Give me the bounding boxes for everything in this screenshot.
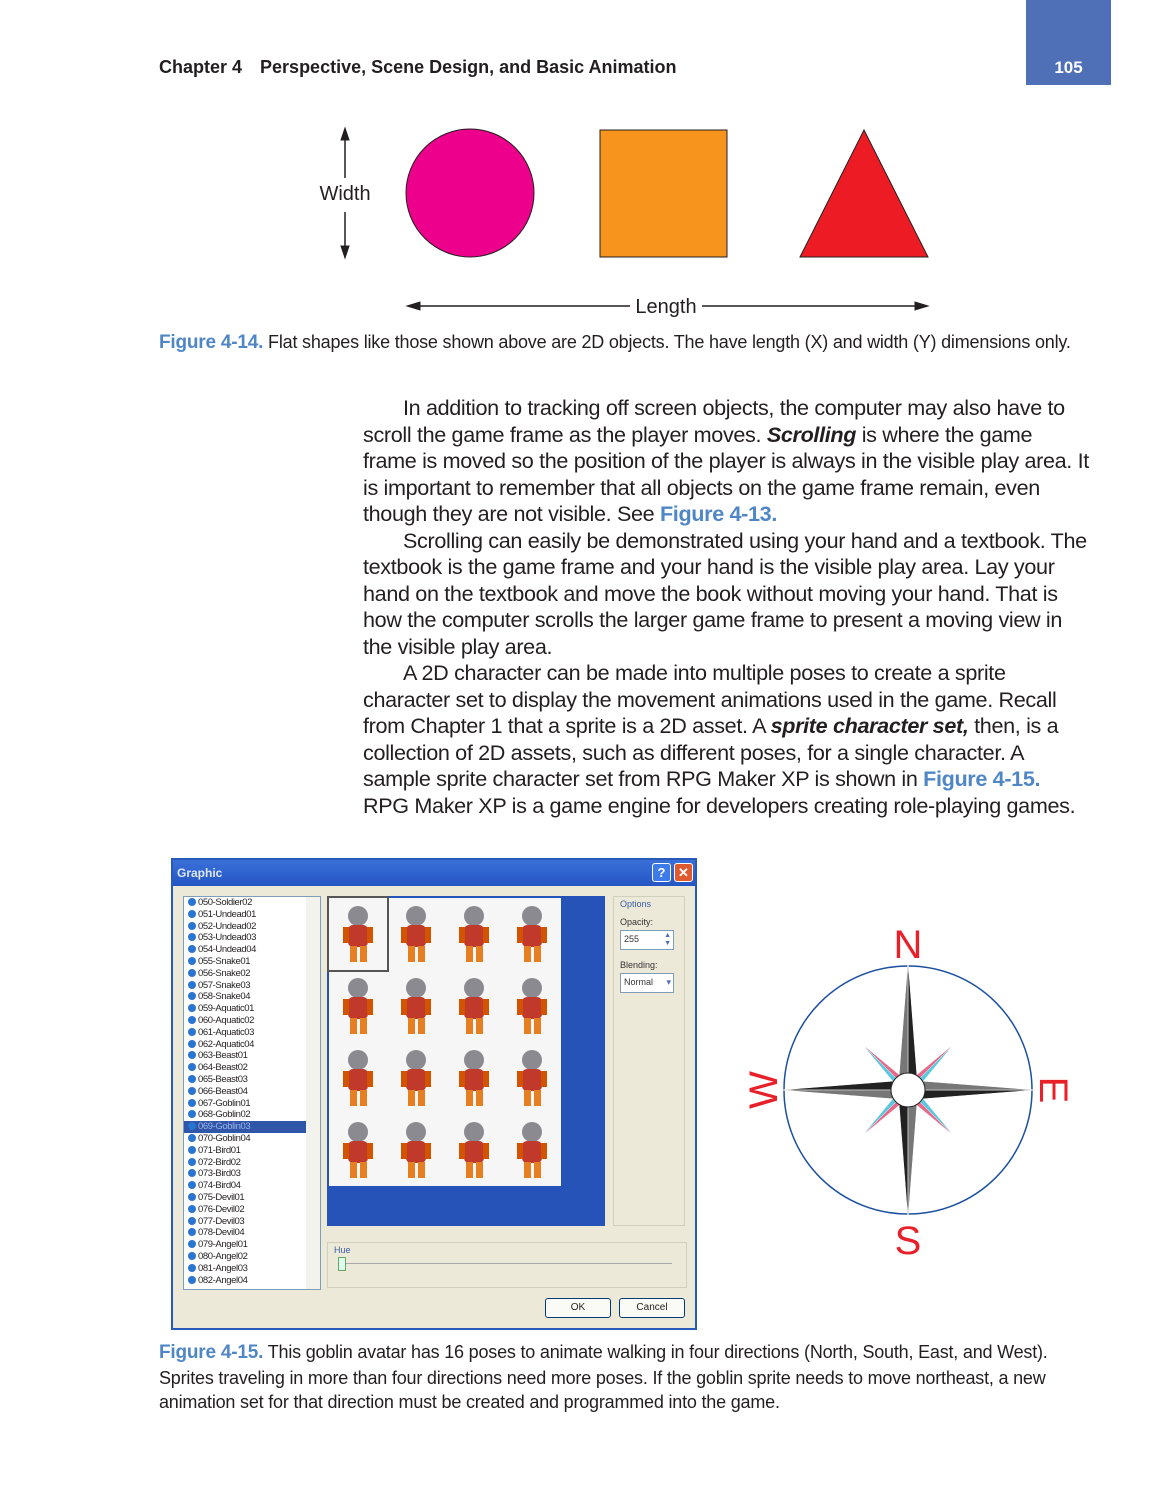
figure-4-15-caption: [159, 1340, 1059, 1415]
list-item[interactable]: 052-Undead02: [184, 921, 320, 933]
page-number: 105: [1026, 0, 1111, 85]
list-item[interactable]: 070-Goblin04: [184, 1133, 320, 1145]
list-item[interactable]: 076-Devil02: [184, 1204, 320, 1216]
list-item[interactable]: 062-Aquatic04: [184, 1039, 320, 1051]
file-icon: [188, 1217, 196, 1225]
file-icon: [188, 933, 196, 941]
file-icon: [188, 1040, 196, 1048]
goblin-sprite: [329, 1114, 387, 1186]
file-icon: [188, 1252, 196, 1260]
goblin-sprite: [445, 898, 503, 970]
file-icon: [188, 1146, 196, 1154]
list-item[interactable]: 057-Snake03: [184, 980, 320, 992]
west-label: W: [742, 1071, 786, 1109]
list-item[interactable]: 066-Beast04: [184, 1086, 320, 1098]
list-item[interactable]: 068-Goblin02: [184, 1109, 320, 1121]
chapter-title: Perspective, Scene Design, and Basic Animation: [260, 57, 677, 77]
blending-label: Blending:: [620, 960, 658, 970]
list-item[interactable]: 082-Angel04: [184, 1275, 320, 1287]
goblin-sprite: [387, 898, 445, 970]
caption-text: This goblin avatar has 16 poses to animate walking in four directions (North, South, East, and West). Sprites traveling in more than four directions need more poses. If the goblin sprite needs to move northeast, a new animation set for that direction must be created and programmed into the game.: [159, 1342, 1048, 1412]
goblin-sprite: [503, 898, 561, 970]
running-header: [159, 57, 677, 78]
file-icon: [188, 992, 196, 1000]
opacity-label: Opacity:: [620, 917, 654, 927]
body-text: [363, 395, 1091, 819]
cancel-button[interactable]: Cancel: [619, 1298, 685, 1318]
file-icon: [188, 1228, 196, 1236]
file-icon: [188, 1087, 196, 1095]
east-label: E: [1031, 1076, 1075, 1104]
blending-select[interactable]: Normal ▾: [620, 973, 674, 993]
file-icon: [188, 1276, 196, 1284]
goblin-sprite: [445, 970, 503, 1042]
list-scrollbar[interactable]: [306, 897, 320, 1289]
list-item[interactable]: 063-Beast01: [184, 1050, 320, 1062]
file-icon: [188, 922, 196, 930]
file-icon: [188, 1134, 196, 1142]
file-icon: [188, 910, 196, 918]
figure-number: Figure 4-15.: [159, 1342, 264, 1363]
help-button[interactable]: ?: [652, 863, 671, 882]
list-item[interactable]: 067-Goblin01: [184, 1098, 320, 1110]
options-label: Options: [620, 899, 652, 909]
list-item[interactable]: 060-Aquatic02: [184, 1015, 320, 1027]
list-item[interactable]: 065-Beast03: [184, 1074, 320, 1086]
list-item[interactable]: 071-Bird01: [184, 1145, 320, 1157]
list-item[interactable]: 074-Bird04: [184, 1180, 320, 1192]
file-icon: [188, 1240, 196, 1248]
file-icon: [188, 898, 196, 906]
file-icon: [188, 1099, 196, 1107]
goblin-sprite: [329, 970, 387, 1042]
list-item[interactable]: 056-Snake02: [184, 968, 320, 980]
file-icon: [188, 1110, 196, 1118]
goblin-sprite: [445, 1114, 503, 1186]
goblin-sprite: [445, 1042, 503, 1114]
file-icon: [188, 969, 196, 977]
compass-rose: [740, 920, 1080, 1260]
list-item[interactable]: 064-Beast02: [184, 1062, 320, 1074]
graphic-list[interactable]: [183, 896, 321, 1290]
list-item[interactable]: 069-Goblin03: [184, 1121, 320, 1133]
goblin-sprite: [329, 898, 387, 970]
hue-slider[interactable]: [342, 1263, 672, 1264]
file-icon: [188, 1016, 196, 1024]
graphic-dialog: [171, 858, 697, 1330]
opacity-spinner[interactable]: 255 ▲ ▼: [620, 930, 674, 950]
file-icon: [188, 1264, 196, 1272]
file-icon: [188, 1004, 196, 1012]
list-item[interactable]: 072-Bird02: [184, 1157, 320, 1169]
list-item[interactable]: 051-Undead01: [184, 909, 320, 921]
chapter-label: Chapter 4: [159, 57, 243, 77]
list-item[interactable]: 073-Bird03: [184, 1168, 320, 1180]
chevron-down-icon: ▾: [666, 977, 671, 987]
dialog-title: Graphic: [173, 860, 695, 886]
list-item[interactable]: 080-Angel02: [184, 1251, 320, 1263]
close-button[interactable]: ✕: [674, 863, 693, 882]
goblin-sprite: [387, 970, 445, 1042]
list-item[interactable]: 055-Snake01: [184, 956, 320, 968]
file-icon: [188, 1063, 196, 1071]
file-icon: [188, 1028, 196, 1036]
paragraph: Scrolling can easily be demonstrated using your hand and a textbook. The textbook is the game frame and your hand is the visible play area. Lay your hand on the textbook and move the book without moving your hand. That is how the computer scrolls the larger game frame to present a moving view in the visible play area.: [363, 527, 1087, 659]
hue-group: [327, 1242, 687, 1288]
square-shape: [600, 130, 727, 257]
sprite-preview: [327, 896, 605, 1226]
compass-star: [780, 960, 1036, 1220]
file-icon: [188, 1122, 196, 1130]
south-label: S: [894, 1219, 922, 1260]
list-item[interactable]: 075-Devil01: [184, 1192, 320, 1204]
goblin-sprite: [329, 1042, 387, 1114]
goblin-sprite: [503, 970, 561, 1042]
list-item[interactable]: 061-Aquatic03: [184, 1027, 320, 1039]
goblin-sprite: [503, 1042, 561, 1114]
key-term: Scrolling: [766, 421, 857, 447]
goblin-sprite: [387, 1114, 445, 1186]
list-item[interactable]: 077-Devil03: [184, 1216, 320, 1228]
hue-label: Hue: [334, 1245, 351, 1255]
file-icon: [188, 1193, 196, 1201]
file-icon: [188, 1075, 196, 1083]
paragraph: In addition to tracking off screen objects, the computer may also have to scroll the game frame as the player moves. Scrolling is where the game frame is moved so the position of the player is always in the visible play area. It is important to remember that all objects on the game frame remain, even though they are not visible. See Figure 4-13.: [363, 395, 1089, 526]
file-icon: [188, 1051, 196, 1059]
goblin-sprite: [503, 1114, 561, 1186]
file-icon: [188, 981, 196, 989]
list-item[interactable]: 054-Undead04: [184, 944, 320, 956]
options-group: [613, 896, 685, 1226]
list-item[interactable]: 081-Angel03: [184, 1263, 320, 1275]
file-icon: [188, 1169, 196, 1177]
file-icon: [188, 1181, 196, 1189]
length-label: Length: [635, 296, 697, 318]
figure-link[interactable]: Figure 4-15.: [923, 766, 1041, 791]
triangle-shape: [800, 130, 928, 257]
paragraph: A 2D character can be made into multiple poses to create a sprite character set to display the movement animations used in the game. Recall from Chapter 1 that a sprite is a 2D asset. A sprite character set, then, is a collection of 2D assets, such as different poses, for a single character. A sample sprite character set from RPG Maker XP is shown in Figure 4-15. RPG Maker XP is a game engine for developers creating role-playing games.: [363, 660, 1076, 818]
key-term: sprite character set,: [770, 713, 969, 738]
list-item[interactable]: 078-Devil04: [184, 1227, 320, 1239]
circle-shape: [406, 129, 534, 257]
file-icon: [188, 957, 196, 965]
north-label: N: [893, 923, 923, 967]
figure-link[interactable]: Figure 4-13.: [659, 501, 777, 526]
figure-4-14-caption: [159, 330, 1071, 356]
list-item[interactable]: 079-Angel01: [184, 1239, 320, 1251]
caption-text: Flat shapes like those shown above are 2D objects. The have length (X) and width (Y) dimensions only.: [263, 332, 1071, 352]
goblin-sprite: [387, 1042, 445, 1114]
figure-number: Figure 4-14.: [159, 332, 264, 353]
file-icon: [188, 1158, 196, 1166]
file-icon: [188, 945, 196, 953]
ok-button[interactable]: OK: [545, 1298, 611, 1318]
list-item[interactable]: 050-Soldier02: [184, 897, 320, 909]
width-label: Width: [319, 183, 371, 205]
list-item[interactable]: 058-Snake04: [184, 991, 320, 1003]
list-item[interactable]: 053-Undead03: [184, 932, 320, 944]
figure-4-14-shapes: [300, 120, 950, 320]
hue-slider-thumb[interactable]: [338, 1257, 346, 1271]
list-item[interactable]: 059-Aquatic01: [184, 1003, 320, 1015]
file-icon: [188, 1205, 196, 1213]
